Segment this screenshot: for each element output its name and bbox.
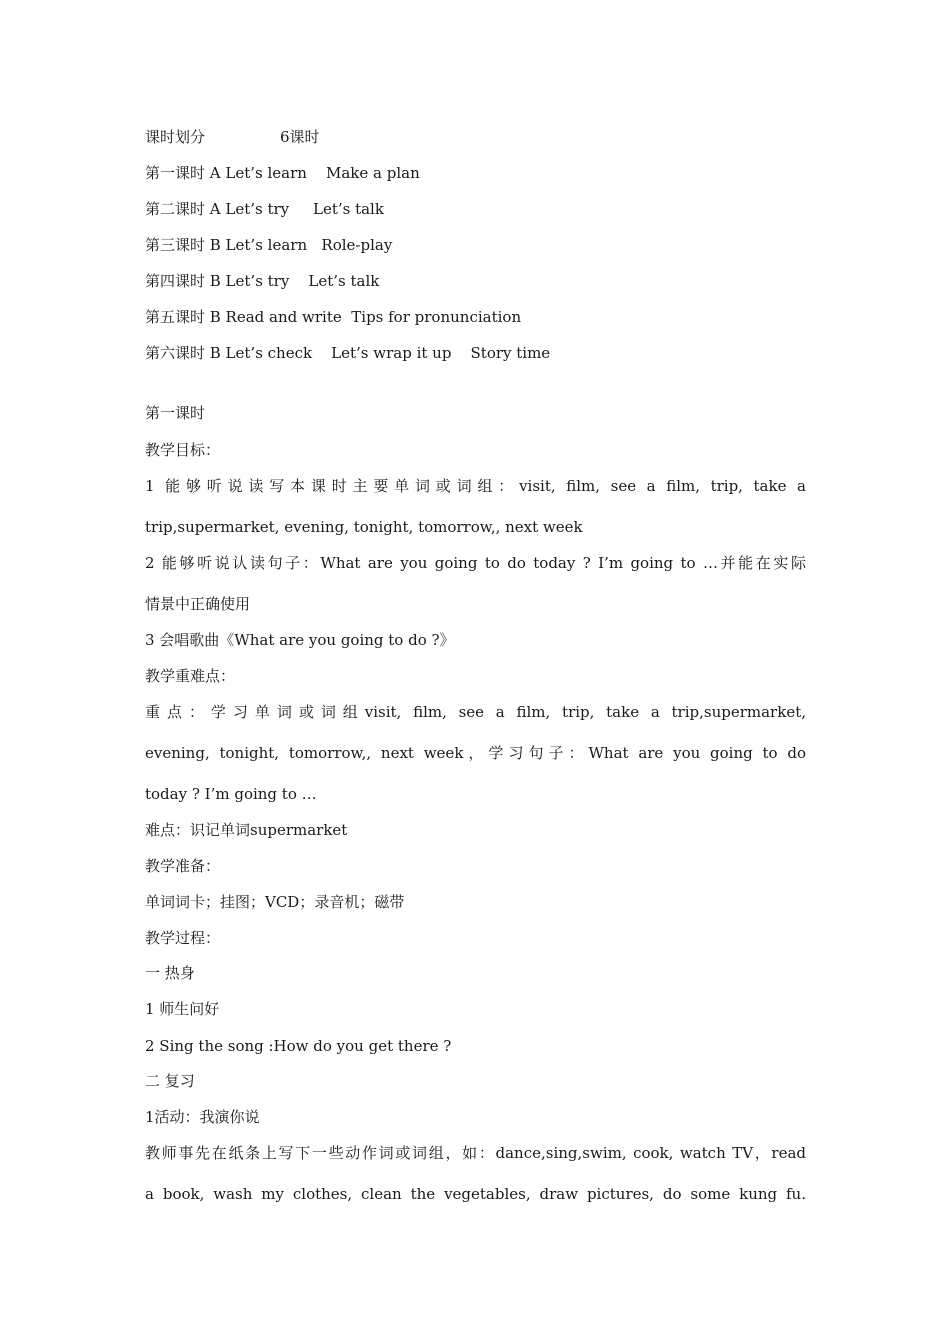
objective-text: 1 能够听说读写本课时主要单词或词组：visit, film, see a film, trip, take a <box>145 477 806 495</box>
preparation-text: 单词词卡；挂图；VCD；录音机；磁带 <box>145 893 405 911</box>
objective-text: 3 会唱歌曲《What are you going to do ?》 <box>145 631 455 649</box>
schedule-header: 课时划分 6课时 <box>145 128 320 146</box>
preparation-heading: 教学准备： <box>145 857 221 875</box>
lesson-schedule-item: 第三课时 B Let’s learn Role-play <box>145 236 393 254</box>
difficulty-text: 难点：识记单词supermarket <box>145 821 348 839</box>
lesson-schedule-item: 第二课时 A Let’s try Let’s talk <box>145 200 384 218</box>
keypoints-text: today ? I’m going to … <box>145 785 317 803</box>
review-text: 教师事先在纸条上写下一些动作词或词组，如：dance,sing,swim, cook, watch TV，read <box>145 1144 806 1162</box>
warmup-heading: 一 热身 <box>145 964 195 982</box>
lesson-schedule-item: 第一课时 A Let’s learn Make a plan <box>145 164 420 182</box>
lesson-title: 第一课时 <box>145 404 206 422</box>
warmup-step: 2 Sing the song :How do you get there ? <box>145 1037 452 1055</box>
process-heading: 教学过程： <box>145 929 221 947</box>
lesson-schedule-item: 第四课时 B Let’s try Let’s talk <box>145 272 380 290</box>
review-heading: 二 复习 <box>145 1072 195 1090</box>
keypoints-heading: 教学重难点： <box>145 667 236 685</box>
objectives-heading: 教学目标： <box>145 441 221 459</box>
lesson-schedule-item: 第五课时 B Read and write Tips for pronunciation <box>145 308 522 326</box>
objective-text: trip,supermarket, evening, tonight, tomorrow,, next week <box>145 518 583 536</box>
warmup-step: 1 师生问好 <box>145 1000 220 1018</box>
review-activity: 1活动：我演你说 <box>145 1108 260 1126</box>
review-text: a book, wash my clothes, clean the vegetables, draw pictures, do some kung fu. <box>145 1185 806 1203</box>
objective-text: 情景中正确使用 <box>145 595 251 613</box>
keypoints-text: evening, tonight, tomorrow,, next week，学习句子：What are you going to do <box>145 744 806 762</box>
lesson-schedule-item: 第六课时 B Let’s check Let’s wrap it up Story time <box>145 344 551 362</box>
objective-text: 2 能够听说认读句子：What are you going to do today ? I’m going to …并能在实际 <box>145 554 806 572</box>
keypoints-text: 重点：学习单词或词组visit, film, see a film, trip, take a trip,supermarket, <box>145 703 806 721</box>
